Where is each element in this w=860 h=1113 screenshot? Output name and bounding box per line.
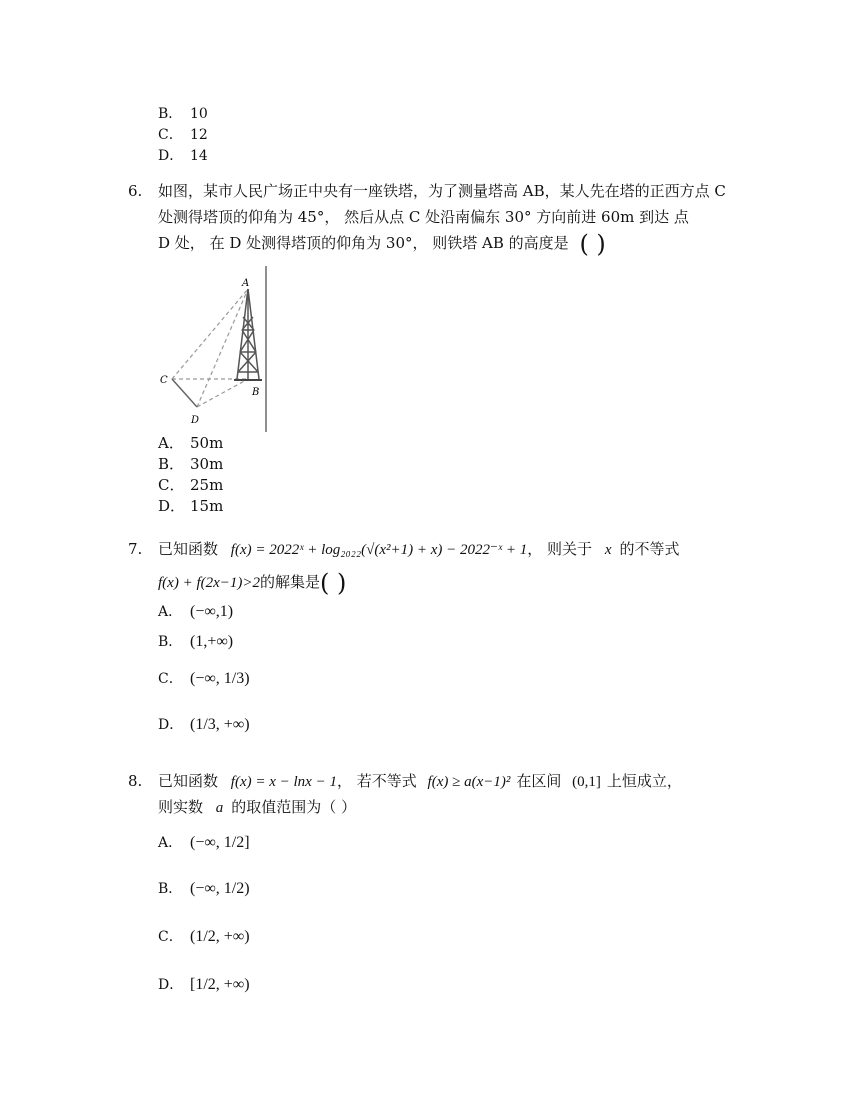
q7-line1 bbox=[128, 536, 680, 563]
q8-tail: 上恒成立， bbox=[606, 772, 682, 790]
q8-intro: 已知函数 bbox=[158, 772, 219, 790]
q6-option-c bbox=[158, 474, 223, 495]
q7-option-b bbox=[158, 631, 233, 651]
answer-paren: ( ) bbox=[320, 569, 347, 597]
option-label: B． bbox=[158, 455, 185, 473]
option-text: 30m bbox=[190, 455, 224, 473]
q8-line2-text: 则实数 bbox=[158, 798, 204, 816]
option-text: 14 bbox=[190, 148, 208, 164]
q6-text-line1: 如图，某市人民广场正中央有一座铁塔，为了测量塔高 AB，某人先在塔的正西方点 C bbox=[158, 182, 726, 200]
prev-option-b bbox=[158, 103, 208, 123]
q7-option-d bbox=[158, 714, 250, 734]
q8-option-c bbox=[158, 926, 250, 946]
option-text: (1/2, +∞) bbox=[190, 928, 250, 945]
q7-line2-text: 的解集是 bbox=[260, 573, 321, 591]
q8-option-d bbox=[158, 974, 250, 994]
q7-function: f(x) = 2022ˣ + log₂₀₂₂(√(x²+1) + x) − 2022⁻ˣ + 1 bbox=[230, 542, 528, 558]
q8-line2-tail: 的取值范围为（ ） bbox=[231, 798, 357, 816]
option-label: A． bbox=[158, 835, 183, 851]
option-label: C． bbox=[158, 476, 185, 494]
q6-text-line3: D 处， 在 D 处测得塔顶的仰角为 30°， 则铁塔 AB 的高度是 bbox=[158, 234, 569, 252]
option-label: B． bbox=[158, 106, 183, 122]
figure-label-d: D bbox=[191, 415, 200, 426]
q7-option-c bbox=[158, 668, 250, 688]
option-text: [1/2, +∞) bbox=[190, 976, 250, 993]
q8-mid2: 在区间 bbox=[516, 772, 562, 790]
q8-option-b bbox=[158, 878, 250, 898]
tower-figure bbox=[150, 262, 275, 434]
q6-option-b bbox=[158, 453, 223, 474]
q7-intro: 已知函数 bbox=[158, 540, 219, 558]
option-text: 10 bbox=[190, 106, 208, 122]
q6-line2: 处测得塔顶的仰角为 45°， 然后从点 C 处沿南偏东 30° 方向前进 60m 到达 点 bbox=[158, 208, 689, 226]
figure-label-a: A bbox=[242, 278, 250, 289]
q8-inequality: f(x) ≥ a(x−1)² bbox=[427, 774, 511, 790]
option-label: C． bbox=[158, 929, 183, 945]
option-text: (−∞,1) bbox=[190, 603, 234, 620]
question-number: 7. bbox=[128, 540, 143, 558]
q7-tail: 的不等式 bbox=[619, 540, 680, 558]
option-label: C． bbox=[158, 671, 183, 687]
option-text: (1,+∞) bbox=[190, 633, 234, 650]
option-text: 15m bbox=[190, 497, 224, 515]
q8-mid: ， 若不等式 bbox=[336, 772, 417, 790]
option-label: D． bbox=[158, 148, 184, 164]
q6-option-a bbox=[158, 432, 223, 453]
option-text: (−∞, 1/2] bbox=[190, 834, 250, 851]
option-label: B． bbox=[158, 634, 183, 650]
q7-line2 bbox=[158, 569, 346, 596]
q8-interval: (0,1] bbox=[572, 774, 601, 790]
option-label: D． bbox=[158, 977, 184, 993]
prev-option-d bbox=[158, 145, 208, 165]
figure-label-c: C bbox=[160, 375, 168, 386]
answer-paren: ( ) bbox=[579, 230, 606, 258]
q8-line2 bbox=[158, 794, 356, 821]
figure-label-b: B bbox=[252, 387, 260, 398]
option-label: D． bbox=[158, 497, 186, 515]
q6-option-d bbox=[158, 495, 223, 516]
option-label: A． bbox=[158, 604, 183, 620]
q7-option-a bbox=[158, 601, 233, 621]
question-number: 8. bbox=[128, 772, 143, 790]
option-label: B． bbox=[158, 881, 183, 897]
option-text: 12 bbox=[190, 127, 208, 143]
option-label: C． bbox=[158, 127, 183, 143]
option-text: (1/3, +∞) bbox=[190, 716, 250, 733]
q6-line1 bbox=[128, 178, 726, 204]
option-text: 50m bbox=[190, 434, 224, 452]
option-text: 25m bbox=[190, 476, 224, 494]
q7-inequality: f(x) + f(2x−1)>2 bbox=[158, 575, 260, 591]
option-text: (−∞, 1/2) bbox=[190, 880, 250, 897]
q8-variable: a bbox=[215, 800, 224, 816]
question-number: 6. bbox=[128, 182, 143, 200]
q8-line1 bbox=[128, 768, 682, 795]
prev-option-c bbox=[158, 124, 208, 144]
option-text: (−∞, 1/3) bbox=[190, 670, 250, 687]
q8-option-a bbox=[158, 832, 250, 852]
q7-variable: x bbox=[604, 542, 612, 558]
option-label: A． bbox=[158, 434, 184, 452]
q6-line3 bbox=[158, 230, 606, 257]
q7-mid: ， 则关于 bbox=[527, 540, 593, 558]
option-label: D． bbox=[158, 717, 184, 733]
q8-function: f(x) = x − lnx − 1 bbox=[230, 774, 337, 790]
